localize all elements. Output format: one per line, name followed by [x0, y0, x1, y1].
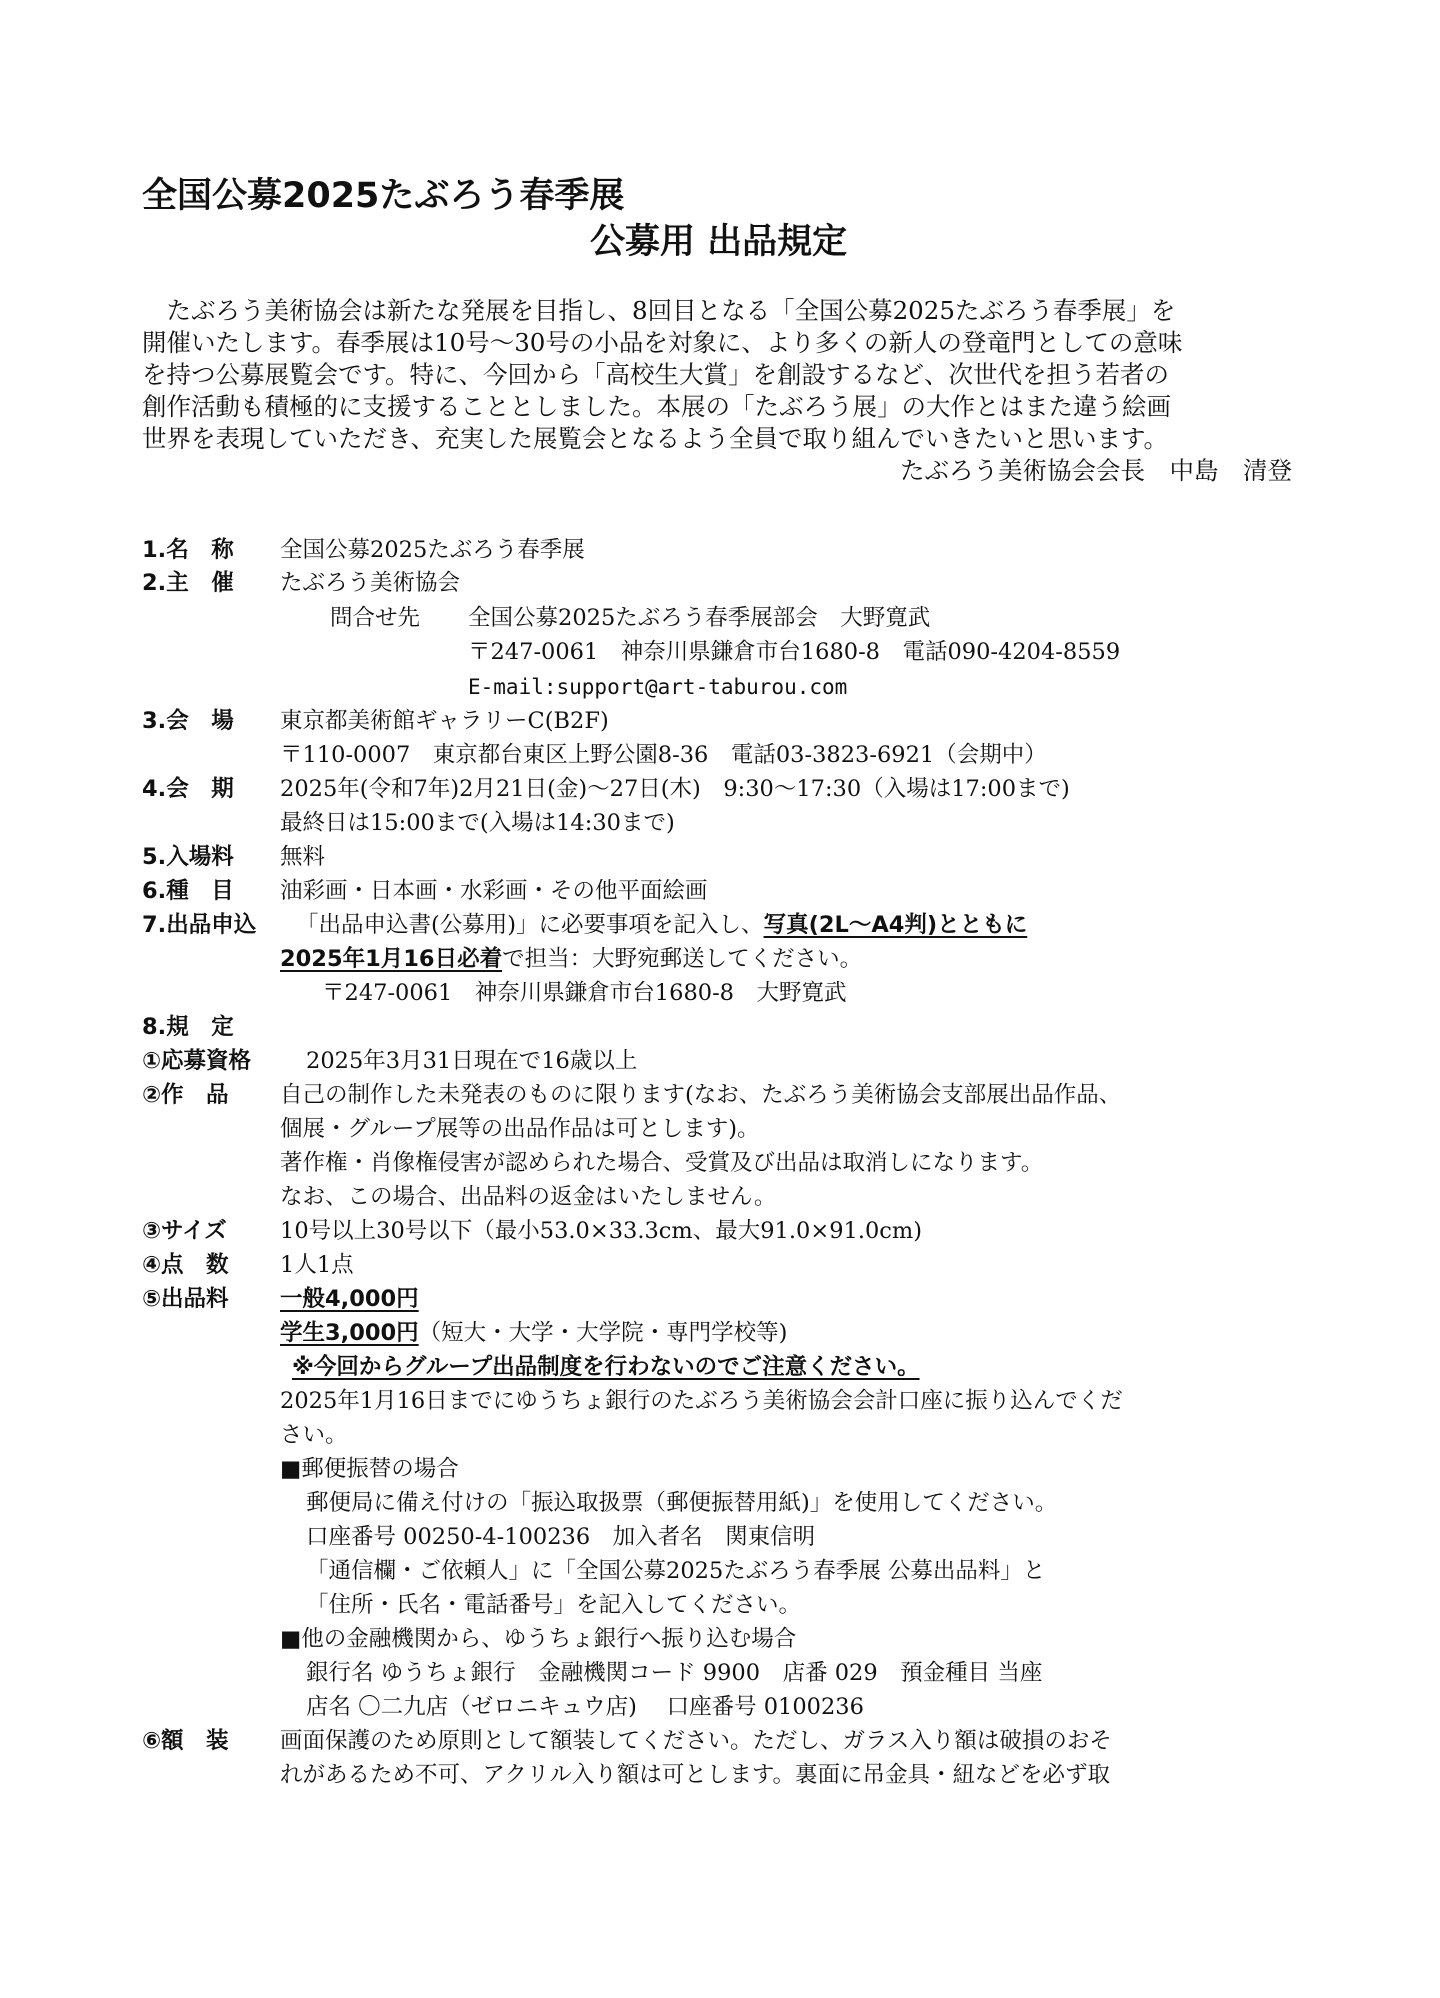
rule-6-line: れがあるため不可、アクリル入り額は可とします。裏面に吊金具・紐などを必ず取 [280, 1762, 1111, 1788]
rule-6-label: ⑥額 装 [142, 1728, 229, 1754]
fee-deadline-line: 2025年1月16日までにゆうちょ銀行のたぶろう美術協会会計口座に振り込んでくだ [280, 1388, 1123, 1414]
rule-4-value: 1人1点 [280, 1252, 354, 1278]
rule-3-label: ③サイズ [142, 1218, 227, 1244]
inquiry-email: E-mail:support@art-taburou.com [468, 675, 848, 699]
fee-student: 学生3,000円 [280, 1320, 419, 1346]
rule-2-line: 著作権・肖像権侵害が認められた場合、受賞及び出品は取消しになります。 [280, 1150, 1044, 1176]
section-2-label: 2.主 催 [142, 570, 234, 596]
section-7-line1: 「出品申込書(公募用)」に必要事項を記入し、写真(2L〜A4判)とともに [296, 912, 1028, 938]
fee-student-line: 学生3,000円（短大・大学・大学院・専門学校等) [280, 1320, 788, 1346]
fee-general: 一般4,000円 [280, 1286, 419, 1312]
section-4-label: 4.会 期 [142, 776, 234, 802]
section-7-label: 7.出品申込 [142, 912, 257, 938]
section-3-label: 3.会 場 [142, 708, 234, 734]
intro-line: 世界を表現していただき、充実した展覧会となるよう全員で取り組んでいきたいと思います。 [142, 424, 1169, 453]
signature: たぶろう美術協会会長 中島 清登 [900, 456, 1292, 485]
deadline-emphasis: 2025年1月16日必着 [280, 946, 503, 972]
section-2-value: たぶろう美術協会 [280, 570, 461, 596]
intro-paragraph [142, 295, 1292, 487]
rule-2-label: ②作 品 [142, 1082, 229, 1108]
section-4-value: 2025年(令和7年)2月21日(金)〜27日(木) 9:30〜17:30（入場は17:00まで) [280, 776, 1070, 802]
other-bank-line: 店名 〇二九店（ゼロニキュウ店) 口座番号 0100236 [306, 1694, 864, 1720]
rule-2-line: 個展・グループ展等の出品作品は可とします)。 [280, 1116, 760, 1142]
group-notice: ※今回からグループ出品制度を行わないのでご注意ください。 [292, 1354, 920, 1380]
section-6-value: 油彩画・日本画・水彩画・その他平面絵画 [280, 878, 708, 904]
photo-requirement: 写真(2L〜A4判)とともに [763, 912, 1028, 938]
rule-1-value: 2025年3月31日現在で16歳以上 [306, 1048, 638, 1074]
postal-heading: ■郵便振替の場合 [280, 1456, 459, 1482]
section-6-label: 6.種 目 [142, 878, 234, 904]
venue-address: 〒110-0007 東京都台東区上野公園8-36 電話03-3823-6921（会期中） [280, 742, 1047, 768]
application-address: 〒247-0061 神奈川県鎌倉市台1680-8 大野寛武 [322, 980, 847, 1006]
inquiry-label: 問合せ先 [330, 605, 421, 631]
section-1-value: 全国公募2025たぶろう春季展 [280, 537, 585, 563]
document-subtitle: 公募用 出品規定 [590, 222, 848, 262]
postal-line: 「通信欄・ご依頼人」に「全国公募2025たぶろう春季展 公募出品料」と [306, 1558, 1046, 1584]
rule-2-line: なお、この場合、出品料の返金はいたしません。 [280, 1184, 777, 1210]
intro-line: たぶろう美術協会は新たな発展を目指し、8回目となる「全国公募2025たぶろう春季展」を [166, 296, 1176, 325]
intro-line: を持つ公募展覧会です。特に、今回から「高校生大賞」を創設するなど、次世代を担う若者の [142, 360, 1170, 389]
inquiry-address: 〒247-0061 神奈川県鎌倉市台1680-8 電話090-4204-8559 [468, 639, 1121, 665]
intro-line: 創作活動も積極的に支援することとしました。本展の「たぶろう展」の大作とはまた違う絵画 [142, 392, 1171, 421]
section-1-label: 1.名 称 [142, 537, 234, 563]
section-3-value: 東京都美術館ギャラリーC(B2F) [280, 708, 609, 734]
section-5-label: 5.入場料 [142, 844, 234, 870]
section-8-label: 8.規 定 [142, 1014, 234, 1040]
section-7-line2: 2025年1月16日必着で担当：大野宛郵送してください。 [280, 946, 863, 972]
document-title: 全国公募2025たぶろう春季展 [142, 176, 625, 216]
inquiry-name: 全国公募2025たぶろう春季展部会 大野寛武 [468, 605, 931, 631]
rule-2-line: 自己の制作した未発表のものに限ります(なお、たぶろう美術協会支部展出品作品、 [280, 1082, 1122, 1108]
rule-4-label: ④点 数 [142, 1252, 229, 1278]
rule-5-label: ⑤出品料 [142, 1286, 229, 1312]
postal-line: 「住所・氏名・電話番号」を記入してください。 [306, 1592, 802, 1618]
rule-6-line: 画面保護のため原則として額装してください。ただし、ガラス入り額は破損のおそ [280, 1728, 1112, 1754]
intro-line: 開催いたします。春季展は10号〜30号の小品を対象に、より多くの新人の登竜門としての意味 [142, 328, 1183, 357]
postal-line: 郵便局に備え付けの「振込取扱票（郵便振替用紙)」を使用してください。 [306, 1490, 1058, 1516]
rule-1-label: ①応募資格 [142, 1048, 252, 1074]
fee-deadline-line: さい。 [280, 1422, 348, 1448]
section-5-value: 無料 [280, 844, 326, 870]
last-day-note: 最終日は15:00まで(入場は14:30まで) [280, 810, 675, 836]
other-bank-heading: ■他の金融機関から、ゆうちょ銀行へ振り込む場合 [280, 1626, 797, 1652]
other-bank-line: 銀行名 ゆうちょ銀行 金融機関コード 9900 店番 029 預金種目 当座 [306, 1660, 1043, 1686]
rule-3-value: 10号以上30号以下（最小53.0×33.3cm、最大91.0×91.0cm) [280, 1218, 923, 1244]
postal-line: 口座番号 00250-4-100236 加入者名 関東信明 [306, 1524, 816, 1550]
